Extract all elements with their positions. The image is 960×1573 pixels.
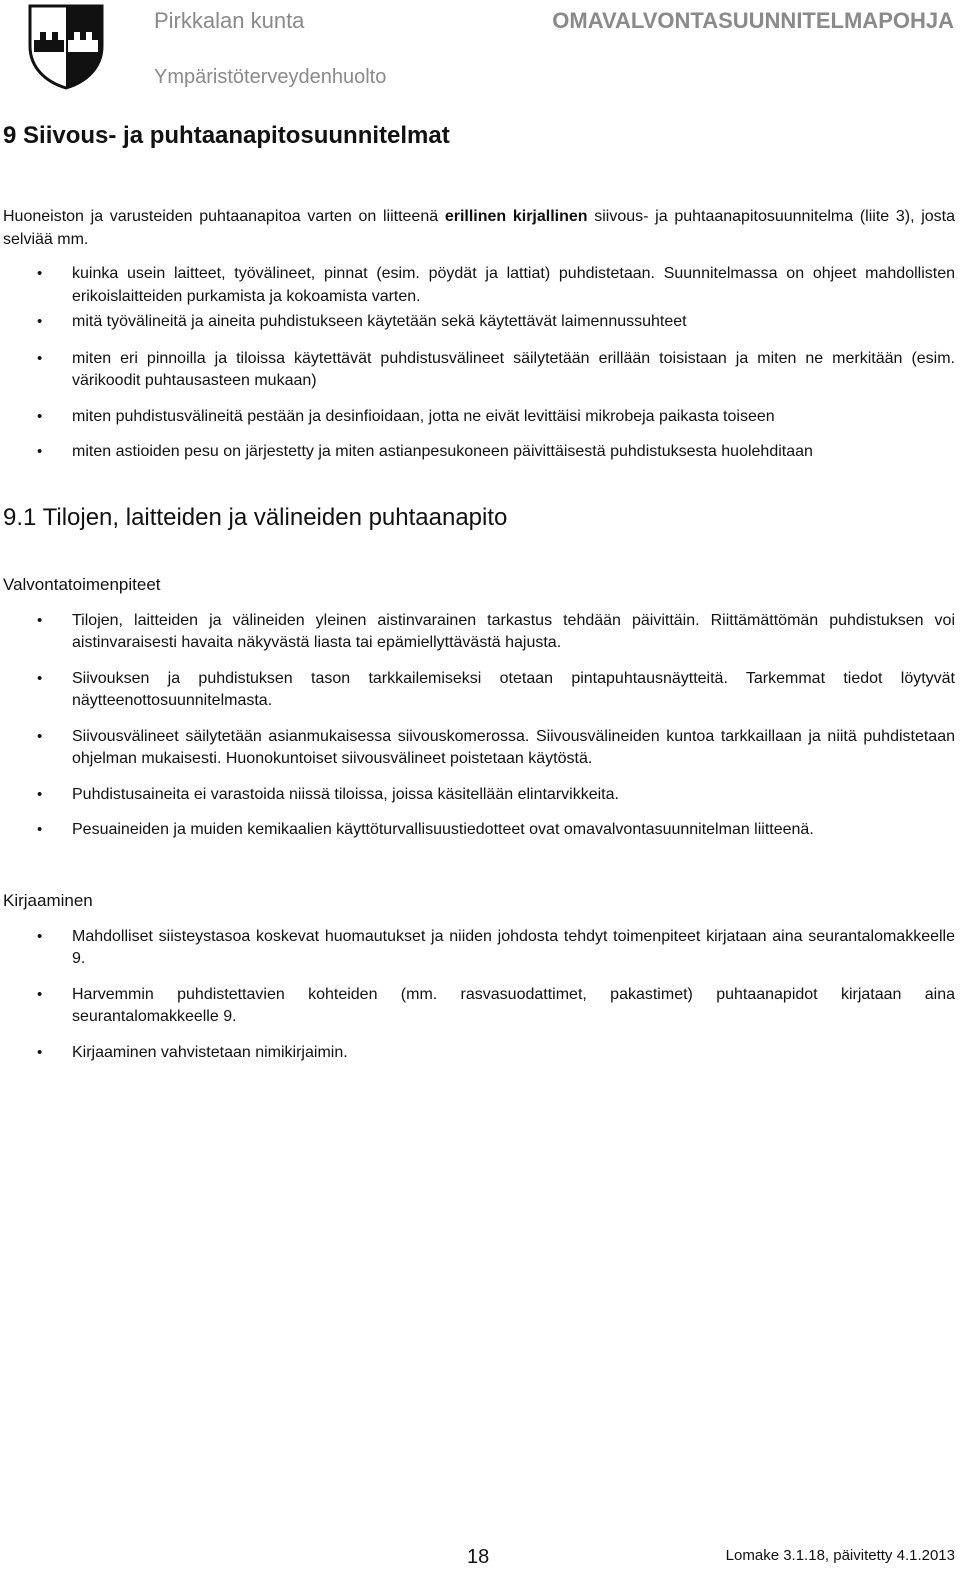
department-name: Ympäristöterveydenhuolto [154, 66, 387, 88]
section-9-intro [3, 206, 955, 251]
document-body [3, 120, 955, 1064]
list-item: • Siivousvälineet säilytetään asianmukaisessa siivouskomerossa. Siivousvälineiden kuntoa tarkkaillaan ja niitä puhdistetaan ohjelman mukaisesti. Huonokuntoiset siivousvälineet poistetaan käytöstä. [3, 726, 955, 771]
list-item: • Puhdistusaineita ei varastoida niissä tiloissa, joissa käsitellään elintarvikkeita. [3, 784, 955, 807]
intro-text-end: siivous- ja puhtaanapitosuunnitelma (liite 3), josta selviää mm. [3, 208, 956, 248]
list-item: • Mahdolliset siisteystasoa koskevat huomautukset ja niiden johdosta tehdyt toimenpiteet kirjataan aina seurantalomakkeelle 9. [3, 926, 955, 971]
coat-of-arms-crest-icon [26, 0, 106, 90]
list-item: • Harvemmin puhdistettavien kohteiden (mm. rasvasuodattimet, pakastimet) puhtaanapidot kirjataan aina seurantalomakkeelle 9. [3, 984, 955, 1029]
document-type: OMAVALVONTASUUNNITELMAPOHJA [552, 8, 954, 33]
valvonta-list [3, 610, 955, 842]
list-item: • miten astioiden pesu on järjestetty ja miten astianpesukoneen päivittäisestä puhdistuksesta huolehditaan [3, 441, 955, 464]
list-item: • kuinka usein laitteet, työvälineet, pinnat (esim. pöydät ja lattiat) puhdistetaan. Suunnitelmassa on ohjeet mahdollisten erikoislaitteiden purkamista ja kokoamista varten. [3, 263, 955, 308]
list-item: • Tilojen, laitteiden ja välineiden yleinen aistinvarainen tarkastus tehdään päivittäin. Riittämättömän puhdistuksen voi aistinvaraisesti havaita näkyvästä liasta tai epämiellyttävästä hajusta. [3, 610, 955, 655]
section-9-1-title: 9.1 Tilojen, laitteiden ja välineiden puhtaanapito [3, 503, 508, 531]
list-item: • mitä työvälineitä ja aineita puhdistukseen käytetään sekä käytettävät laimennussuhteet [3, 311, 955, 334]
page-number: 18 [467, 1546, 490, 1568]
list-item: • Pesuaineiden ja muiden kemikaalien käyttöturvallisuustiedotteet ovat omavalvontasuunnitelman liitteenä. [3, 819, 955, 842]
list-item: • miten eri pinnoilla ja tiloissa käytettävät puhdistusvälineet säilytetään erillään toisistaan ja miten ne merkitään (esim. värikoodit puhtausasteen mukaan) [3, 348, 955, 393]
kirjaaminen-heading: Kirjaaminen [3, 890, 93, 910]
kirjaaminen-list [3, 926, 955, 1065]
list-item: • Kirjaaminen vahvistetaan nimikirjaimin. [3, 1042, 955, 1065]
list-item: • miten puhdistusvälineitä pestään ja desinfioidaan, jotta ne eivät levittäisi mikrobeja paikasta toiseen [3, 406, 955, 429]
intro-text-start: Huoneiston ja varusteiden puhtaanapitoa varten on liitteenä [3, 208, 445, 225]
intro-text-bold: erillinen kirjallinen [444, 208, 588, 225]
section-9-title: 9 Siivous- ja puhtaanapitosuunnitelmat [3, 122, 450, 149]
form-info: Lomake 3.1.18, päivitetty 4.1.2013 [725, 1547, 955, 1564]
list-item: • Siivouksen ja puhdistuksen tason tarkkailemiseksi otetaan pintapuhtausnäytteitä. Tarkemmat tiedot löytyvät näytteenottosuunnitelmasta. [3, 668, 955, 713]
valvonta-heading: Valvontatoimenpiteet [3, 574, 161, 594]
organization-name: Pirkkalan kunta [154, 8, 305, 33]
section-9-list [3, 263, 955, 464]
